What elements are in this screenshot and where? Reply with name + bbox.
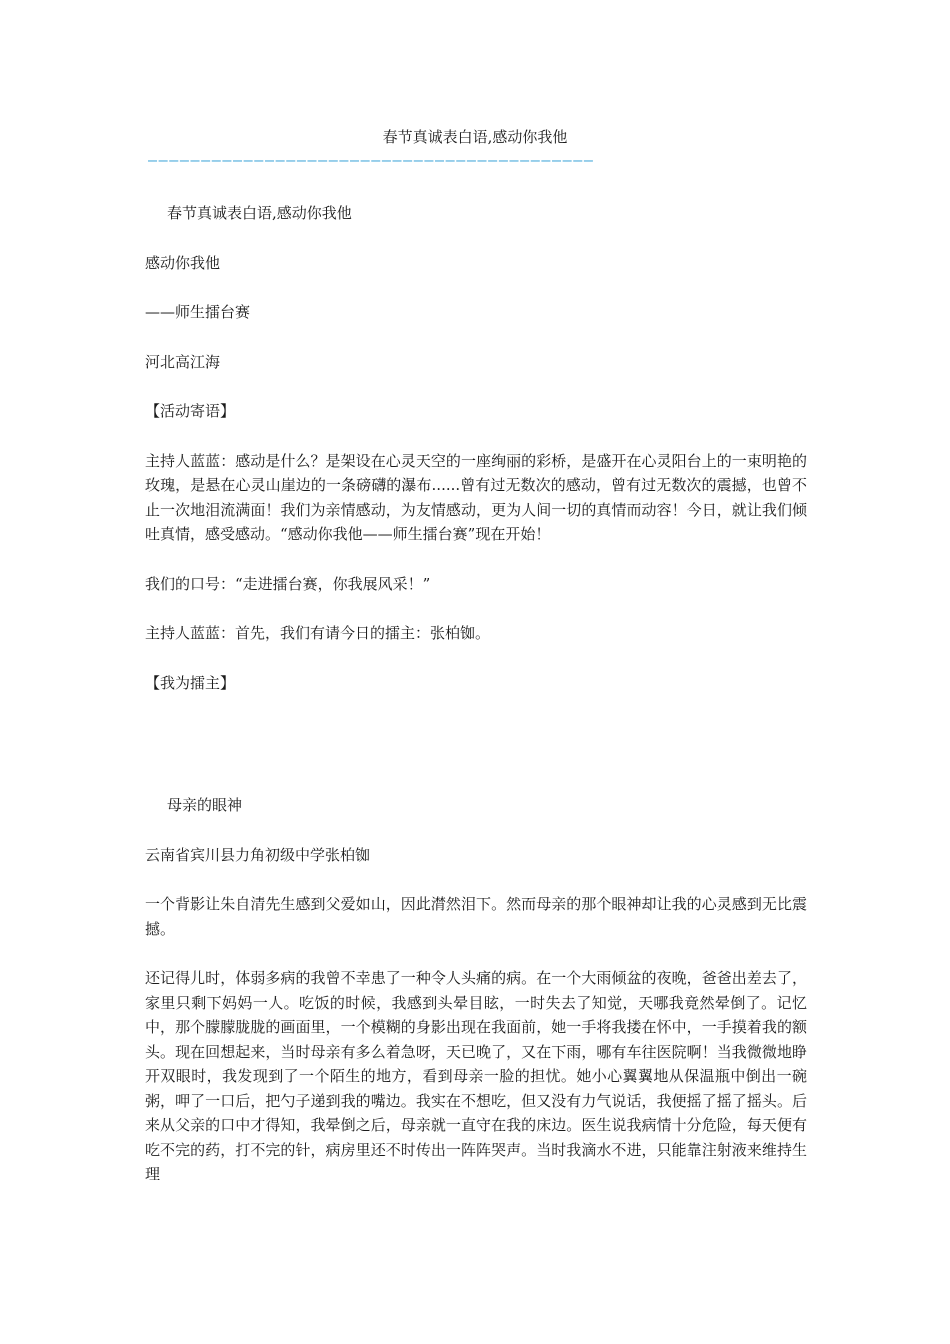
document-title: 春节真诚表白语,感动你我他	[382, 128, 568, 146]
title-divider: ——————————————————————————————————————————	[148, 151, 595, 169]
body-paragraph: 还记得儿时，体弱多病的我曾不幸患了一种令人头痛的病。在一个大雨倾盆的夜晚，爸爸出差去了，家里只剩下妈妈一人。吃饭的时候，我感到头晕目眩，一时失去了知觉，天哪我竟然晕倒了。记忆中，那个朦朦胧胧的画面里，一个模糊的身影出现在我面前，她一手将我搂在怀中，一手摸着我的额头。现在回想起来，当时母亲有多么着急呀，天已晚了，又在下雨，哪有车往医院啊！当我微微地睁开双眼时，我发现到了一个陌生的地方，看到母亲一脸的担忧。她小心翼翼地从保温瓶中倒出一碗粥，呷了一口后，把勺子递到我的嘴边。我实在不想吃，但又没有力气说话，我便摇了摇了摇头。后来从父亲的口中才得知，我晕倒之后，母亲就一直守在我的床边。医生说我病情十分危险，每天便有吃不完的药，打不完的针，病房里还不时传出一阵阵哭声。当时我滴水不进，只能靠注射液来维持生理	[145, 969, 807, 1183]
section-label: 【活动寄语】	[145, 402, 236, 420]
section-title: 感动你我他	[145, 253, 221, 272]
document-body	[145, 201, 807, 1212]
body-paragraph: 主持人蓝蓝：感动是什么？是架设在心灵天空的一座绚丽的彩桥，是盛开在心灵阳台上的一束明艳的玫瑰，是悬在心灵山崖边的一条磅礴的瀑布......曾有过无数次的感动，曾有过无数次的震撼，也曾不止一次地泪流满面！我们为亲情感动，为友情感动，更为人间一切的真情而动容！今日，就让我们倾吐真情，感受感动。“感动你我他——师生擂台赛”现在开始！	[145, 451, 807, 543]
body-paragraph: 一个背影让朱自清先生感到父爱如山，因此潸然泪下。然而母亲的那个眼神却让我的心灵感到无比震撼。	[145, 895, 807, 938]
blank-space	[145, 720, 807, 793]
essay-title: 母亲的眼神	[167, 796, 243, 814]
author-line: 河北高江海	[145, 352, 221, 371]
essay-author: 云南省宾川县力角初级中学张柏铷	[145, 845, 371, 864]
article-heading: 春节真诚表白语,感动你我他	[167, 204, 352, 222]
section-subtitle: ——师生擂台赛	[145, 303, 251, 321]
slogan-paragraph: 我们的口号：“走进擂台赛，你我展风采！”	[145, 574, 431, 593]
body-paragraph: 主持人蓝蓝：首先，我们有请今日的擂主：张柏铷。	[145, 624, 491, 642]
section-label: 【我为擂主】	[145, 673, 236, 692]
